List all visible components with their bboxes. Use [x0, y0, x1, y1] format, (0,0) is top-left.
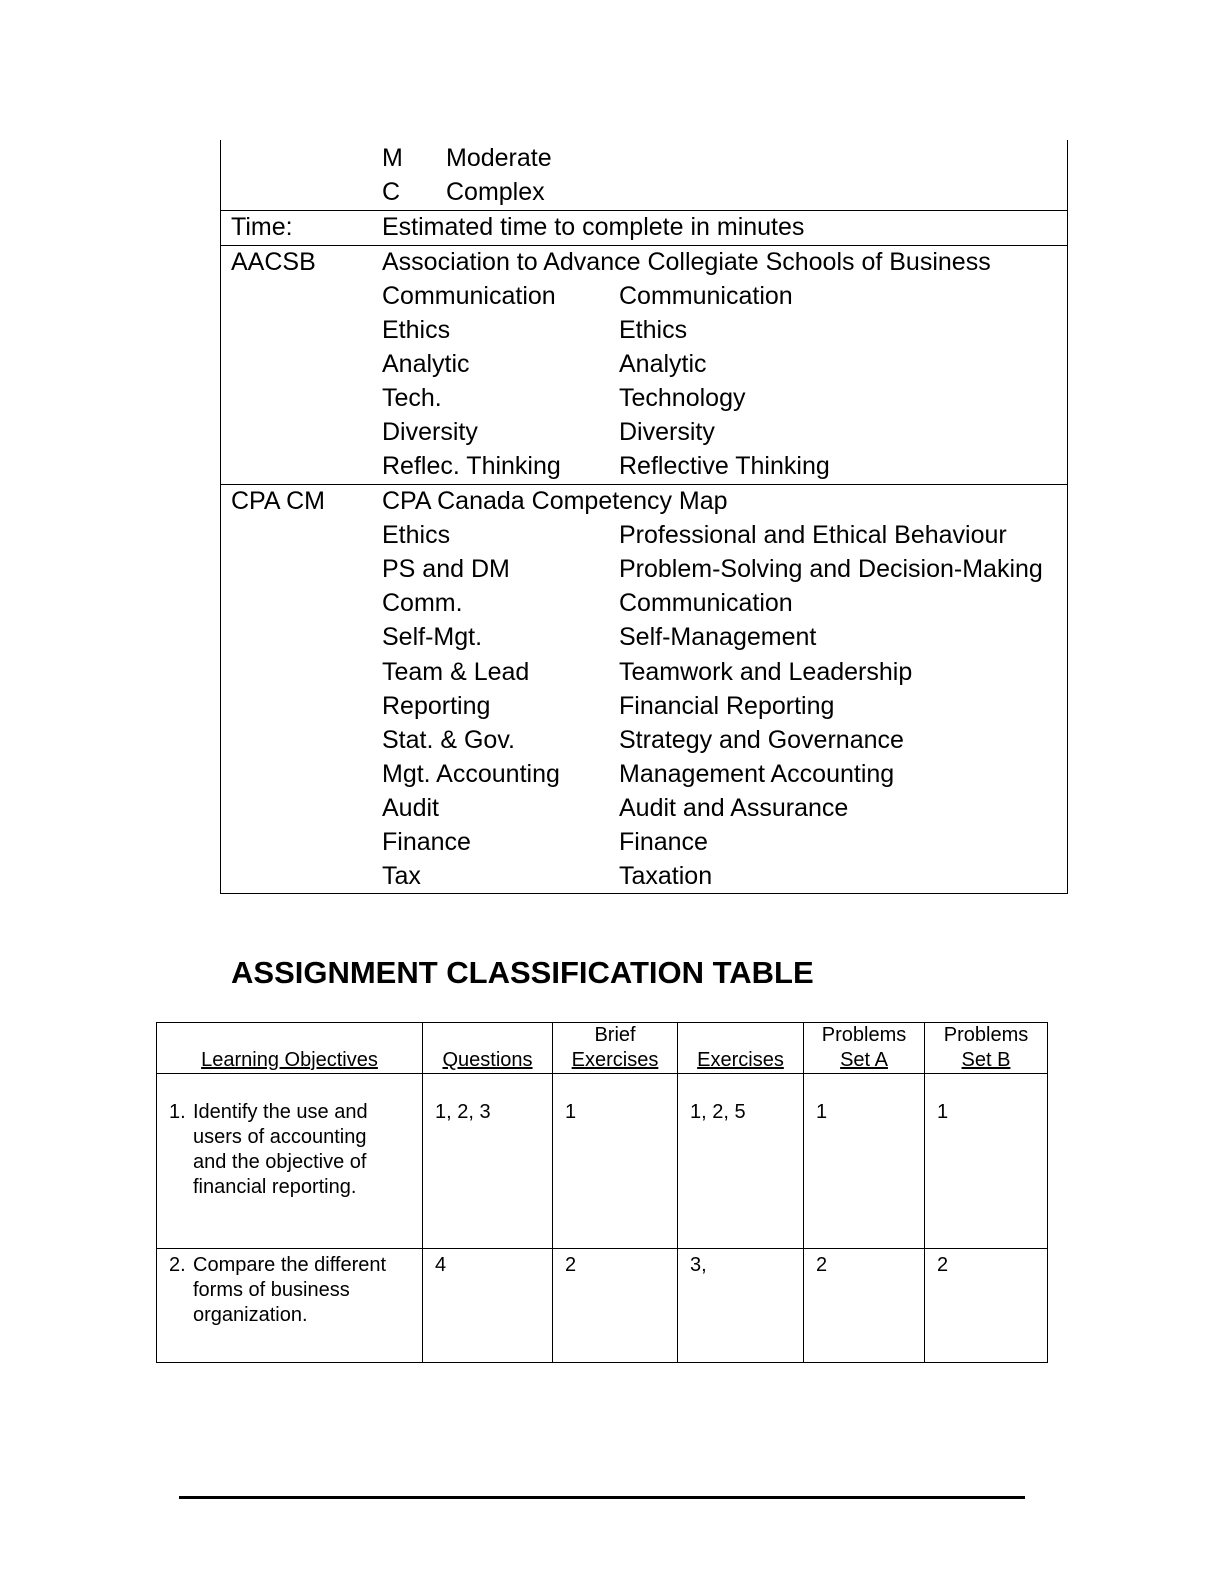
problems-set-b-cell: 1	[925, 1074, 1048, 1249]
questions-cell: 1, 2, 3	[423, 1074, 553, 1249]
cpa-abbr: PS and DM	[382, 555, 510, 583]
col-header-problems-set-b: Problems Set B	[925, 1023, 1048, 1074]
col-header-exercises: Exercises	[678, 1023, 804, 1074]
objective-text-line: financial reporting.	[193, 1176, 357, 1198]
objective-text-line: and the objective of	[193, 1151, 367, 1173]
divider	[220, 484, 1068, 485]
divider	[220, 245, 1068, 246]
aacsb-title: Association to Advance Collegiate Schools of Business	[382, 248, 991, 276]
cpa-full: Professional and Ethical Behaviour	[619, 521, 1007, 549]
aacsb-full: Communication	[619, 282, 793, 310]
aacsb-abbr: Reflec. Thinking	[382, 452, 561, 480]
aacsb-full: Ethics	[619, 316, 688, 344]
cpa-full: Teamwork and Leadership	[619, 658, 913, 686]
cpa-abbr: Finance	[382, 828, 471, 856]
problems-set-a-cell: 2	[804, 1249, 925, 1363]
objective-text-line: organization.	[193, 1304, 308, 1326]
difficulty-code: C	[382, 178, 401, 206]
cpa-full: Taxation	[619, 862, 713, 890]
aacsb-label: AACSB	[231, 248, 316, 276]
cpa-label: CPA CM	[231, 487, 325, 515]
divider	[220, 210, 1068, 211]
cpa-full: Financial Reporting	[619, 692, 835, 720]
objective-number: 2.	[169, 1254, 186, 1276]
aacsb-full: Technology	[619, 384, 746, 412]
exercises-cell: 1, 2, 5	[678, 1074, 804, 1249]
cpa-abbr: Ethics	[382, 521, 451, 549]
cpa-abbr: Mgt. Accounting	[382, 760, 560, 788]
col-header-brief-exercises: Brief Exercises	[553, 1023, 678, 1074]
cpa-abbr: Reporting	[382, 692, 491, 720]
cpa-full: Finance	[619, 828, 708, 856]
cpa-abbr: Stat. & Gov.	[382, 726, 515, 754]
cpa-abbr: Self-Mgt.	[382, 623, 483, 651]
cpa-abbr: Comm.	[382, 589, 463, 617]
cpa-title: CPA Canada Competency Map	[382, 487, 728, 515]
objective-text-line: forms of business	[193, 1279, 350, 1301]
aacsb-full: Reflective Thinking	[619, 452, 830, 480]
aacsb-abbr: Analytic	[382, 350, 470, 378]
cpa-full: Audit and Assurance	[619, 794, 849, 822]
aacsb-abbr: Diversity	[382, 418, 478, 446]
questions-cell: 4	[423, 1249, 553, 1363]
aacsb-abbr: Tech.	[382, 384, 442, 412]
col-header-problems-set-a: Problems Set A	[804, 1023, 925, 1074]
learning-objective-cell	[157, 1074, 423, 1249]
footer-rule	[179, 1496, 1025, 1499]
brief-exercises-cell: 2	[553, 1249, 678, 1363]
objective-text-line: Compare the different	[193, 1254, 387, 1276]
cpa-abbr: Team & Lead	[382, 658, 530, 686]
cpa-full: Self-Management	[619, 623, 817, 651]
brief-exercises-cell: 1	[553, 1074, 678, 1249]
time-description: Estimated time to complete in minutes	[382, 213, 805, 241]
cpa-full: Problem-Solving and Decision-Making	[619, 555, 1043, 583]
learning-objective-cell	[157, 1249, 423, 1363]
difficulty-code: M	[382, 144, 403, 172]
col-header-questions: Questions	[423, 1023, 553, 1074]
cpa-full: Strategy and Governance	[619, 726, 904, 754]
header-row	[157, 1023, 1048, 1074]
problems-set-a-cell: 1	[804, 1074, 925, 1249]
table-row	[157, 1074, 1048, 1249]
section-heading: ASSIGNMENT CLASSIFICATION TABLE	[231, 955, 814, 990]
problems-set-b-cell: 2	[925, 1249, 1048, 1363]
cpa-abbr: Audit	[382, 794, 439, 822]
aacsb-full: Analytic	[619, 350, 707, 378]
cpa-abbr: Tax	[382, 862, 421, 890]
table-row	[157, 1249, 1048, 1363]
time-label: Time:	[231, 213, 293, 241]
difficulty-meaning: Moderate	[446, 144, 552, 172]
cpa-full: Communication	[619, 589, 793, 617]
col-header-learning-objectives: Learning Objectives	[157, 1023, 423, 1074]
objective-number: 1.	[169, 1101, 186, 1123]
cpa-full: Management Accounting	[619, 760, 895, 788]
aacsb-abbr: Communication	[382, 282, 556, 310]
aacsb-abbr: Ethics	[382, 316, 451, 344]
assignment-classification-table	[156, 1022, 1048, 1363]
objective-text-line: users of accounting	[193, 1126, 367, 1148]
aacsb-full: Diversity	[619, 418, 715, 446]
objective-text-line: Identify the use and	[193, 1101, 368, 1123]
difficulty-meaning: Complex	[446, 178, 545, 206]
exercises-cell: 3,	[678, 1249, 804, 1363]
